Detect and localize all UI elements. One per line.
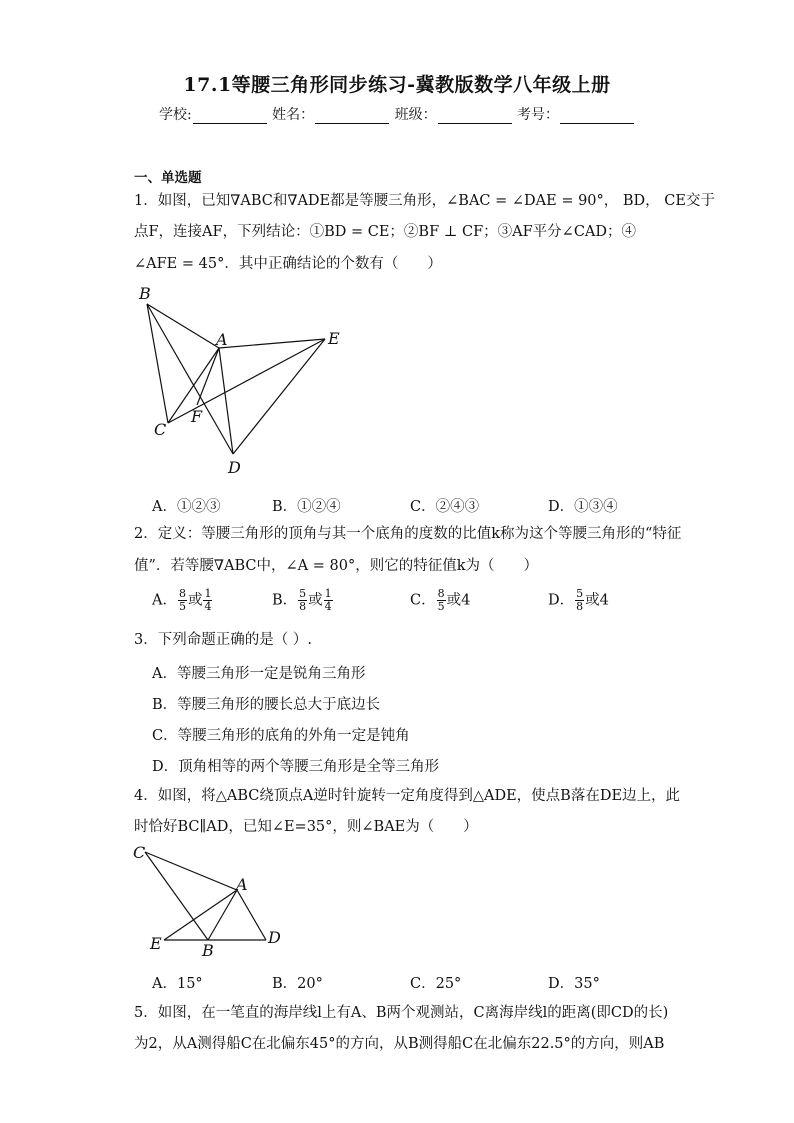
q5-line-2: 为2，从A测得船C在北偏东45°的方向，从B测得船C在北偏东22.5°的方向，则AB [134,1036,665,1052]
q1-line-1: 1．如图，已知∇ABC和∇ADE都是等腰三角形，∠BAC = ∠DAE = 90°， BD， CE交于 [134,193,715,209]
q2-option-a[interactable]: A． $\frac{8}{5}$ 或 $\frac{1}{4}$ [152,587,212,613]
q2-option-d[interactable]: D． $\frac{5}{8}$ 或4 [548,587,609,613]
fraction: $\frac{8}{5}$ [178,587,186,613]
q1-label-e: E [328,329,340,348]
q1-label-a: A [216,330,228,349]
q3-stem: 3．下列命题正确的是（ ）. [134,632,312,648]
q3-option-b[interactable]: B．等腰三角形的腰长总大于底边长 [152,697,381,713]
q4-figure [130,840,290,962]
q2-option-c[interactable]: C． $\frac{8}{5}$ 或4 [410,587,471,613]
q1-figure [130,282,360,482]
name-label: 姓名： [272,107,315,123]
school-blank[interactable] [193,109,267,124]
class-blank[interactable] [438,109,512,124]
q1-label-b: B [139,284,151,303]
school-label: 学校: [158,107,192,123]
q4-label-d: D [268,928,281,947]
q1-option-c[interactable]: C．②④③ [410,499,480,515]
q1-option-b[interactable]: B．①②④ [272,499,341,515]
name-blank[interactable] [315,109,389,124]
q1-label-c: C [154,420,167,439]
q2-line-2: 值”．若等腰∇ABC中，∠A = 80°，则它的特征值k为（ ） [134,558,539,574]
q4-option-b[interactable]: B．20° [272,976,323,992]
q4-option-c[interactable]: C．25° [410,976,462,992]
q3-option-c[interactable]: C．等腰三角形的底角的外角一定是钝角 [152,728,410,744]
q5-line-1: 5．如图，在一笔直的海岸线l上有A、B两个观测站，C离海岸线l的距离(即CD的长) [134,1005,669,1021]
student-info-line [0,104,794,124]
fraction: $\frac{5}{8}$ [299,587,307,613]
q4-line-1: 4．如图，将△ABC绕顶点A逆时针旋转一定角度得到△ADE，使点B落在DE边上，此 [134,788,681,804]
class-label: 班级： [394,107,437,123]
fraction: $\frac{5}{8}$ [576,587,584,613]
q3-option-d[interactable]: D．顶角相等的两个等腰三角形是全等三角形 [152,759,440,775]
q2-line-1: 2．定义：等腰三角形的顶角与其一个底角的度数的比值k称为这个等腰三角形的“特征 [134,526,682,542]
q4-label-b: B [202,941,214,960]
q2-option-b[interactable]: B． $\frac{5}{8}$ 或 $\frac{1}{4}$ [272,587,332,613]
q4-label-a: A [236,875,248,894]
number-label: 考号： [517,107,560,123]
number-blank[interactable] [560,109,634,124]
q4-option-a[interactable]: A．15° [152,976,203,992]
page-title: 17.1等腰三角形同步练习-冀教版数学八年级上册 [183,74,611,96]
q1-label-f: F [191,407,203,426]
q1-option-a[interactable]: A．①②③ [152,499,221,515]
q1-label-d: D [228,458,241,477]
q1-line-3: ∠AFE = 45°．其中正确结论的个数有（ ） [134,256,442,272]
q4-option-d[interactable]: D．35° [548,976,600,992]
q4-label-c: C [133,843,146,862]
fraction: $\frac{1}{4}$ [324,587,332,613]
q1-line-2: 点F，连接AF，下列结论：①BD = CE；②BF ⊥ CF；③AF平分∠CAD；④ [134,224,637,240]
fraction: $\frac{8}{5}$ [437,587,445,613]
q3-option-a[interactable]: A．等腰三角形一定是锐角三角形 [152,666,366,682]
q1-option-d[interactable]: D．①③④ [548,499,618,515]
q4-line-2: 时恰好BC∥AD，已知∠E=35°，则∠BAE为（ ） [134,819,478,835]
fraction: $\frac{1}{4}$ [204,587,212,613]
section-heading: 一、单选题 [134,170,202,186]
q4-label-e: E [150,934,162,953]
